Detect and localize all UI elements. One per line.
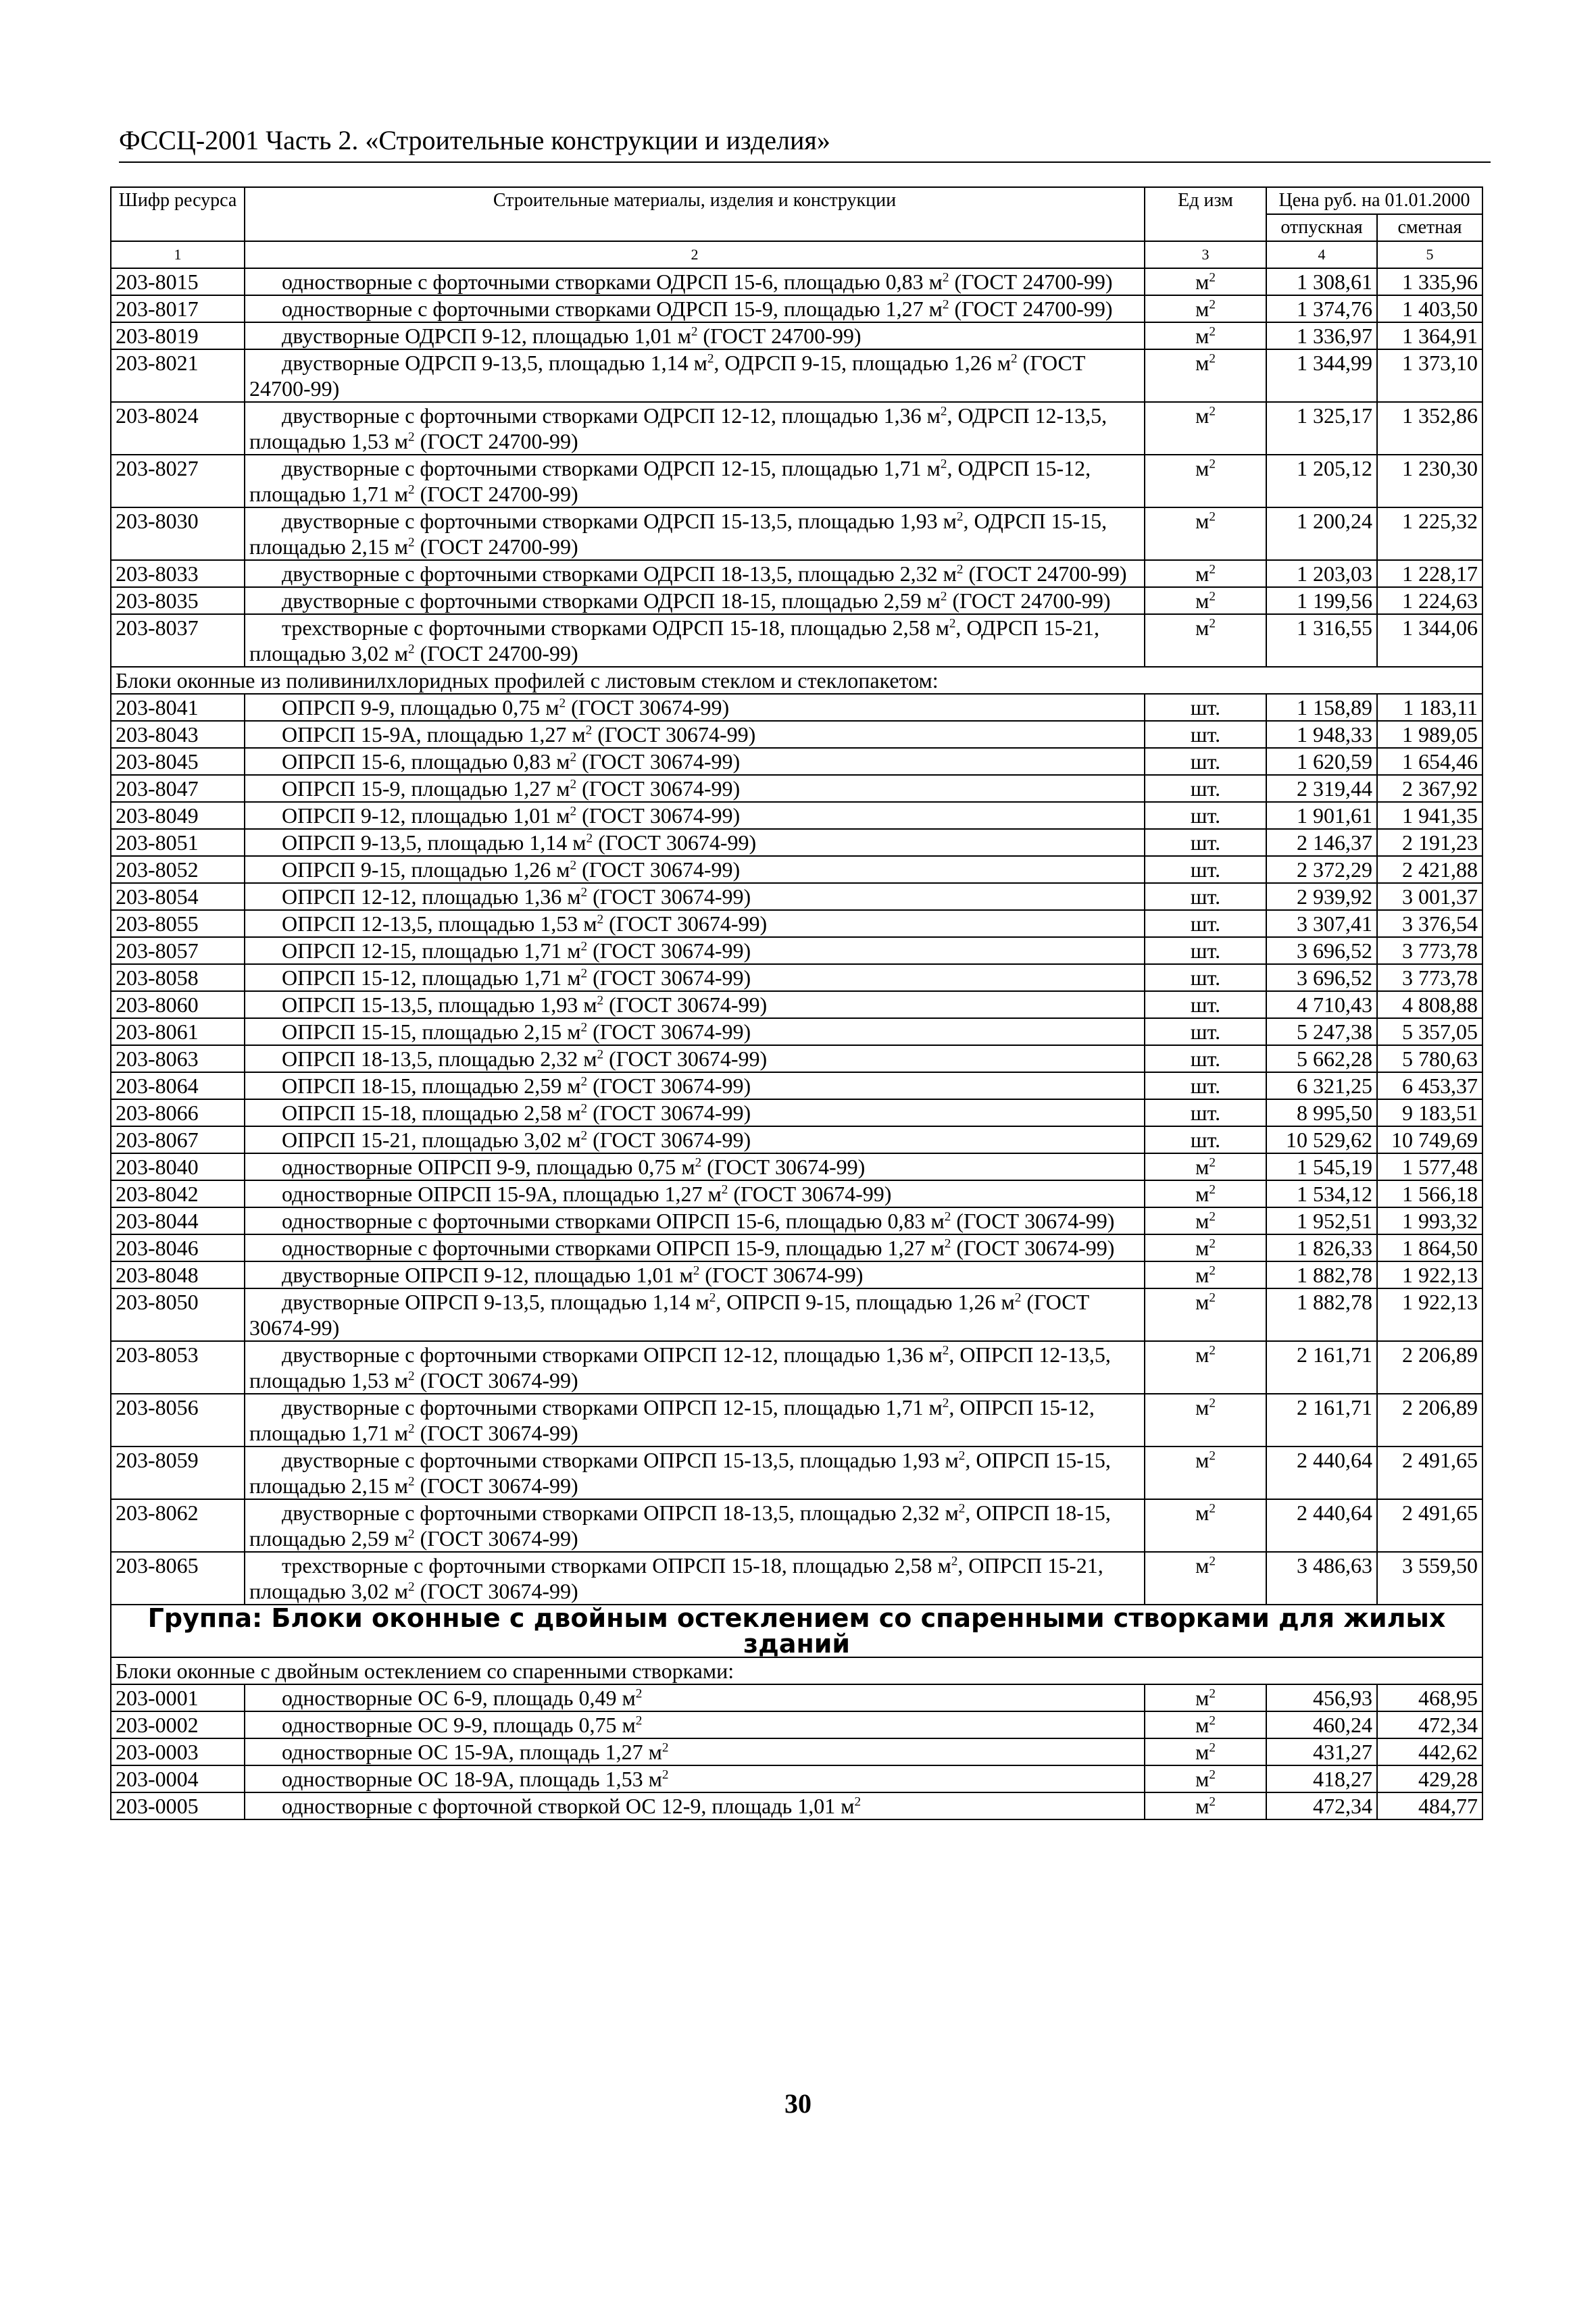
row-description: ОПРСП 12-13,5, площадью 1,53 $м^2$ (ГОСТ 30674-99) xyxy=(245,910,1145,937)
table-row xyxy=(111,1341,1482,1394)
row-unit: шт. xyxy=(1145,721,1266,748)
row-release-price: 460,24 xyxy=(1266,1711,1377,1738)
row-release-price: 1 344,99 xyxy=(1266,349,1377,402)
table-row xyxy=(111,1207,1482,1234)
row-estimate-price: 10 749,69 xyxy=(1377,1126,1482,1153)
row-release-price: 2 319,44 xyxy=(1266,775,1377,802)
row-code: 203-8042 xyxy=(111,1180,245,1207)
row-estimate-price: 1 335,96 xyxy=(1377,268,1482,295)
row-unit: $м^2$ xyxy=(1145,1288,1266,1341)
row-estimate-price: 1 941,35 xyxy=(1377,802,1482,829)
row-estimate-price: 1 577,48 xyxy=(1377,1153,1482,1180)
row-description: одностворные ОС 9-9, площадь 0,75 $м^2$ xyxy=(245,1711,1145,1738)
header-unit: Ед изм xyxy=(1145,187,1266,241)
row-release-price: 2 372,29 xyxy=(1266,856,1377,883)
row-unit: $м^2$ xyxy=(1145,1261,1266,1288)
table-row xyxy=(111,322,1482,349)
row-unit: шт. xyxy=(1145,937,1266,964)
row-unit: $м^2$ xyxy=(1145,1207,1266,1234)
row-unit: $м^2$ xyxy=(1145,560,1266,587)
row-estimate-price: 2 206,89 xyxy=(1377,1394,1482,1447)
table-row xyxy=(111,883,1482,910)
row-release-price: 2 939,92 xyxy=(1266,883,1377,910)
table-row xyxy=(111,560,1482,587)
row-description: одностворные ОС 6-9, площадь 0,49 $м^2$ xyxy=(245,1684,1145,1711)
table-row xyxy=(111,1234,1482,1261)
row-unit: $м^2$ xyxy=(1145,1552,1266,1605)
row-estimate-price: 3 001,37 xyxy=(1377,883,1482,910)
table-row xyxy=(111,1684,1482,1711)
table-row xyxy=(111,856,1482,883)
row-release-price: 1 205,12 xyxy=(1266,455,1377,507)
row-code: 203-8055 xyxy=(111,910,245,937)
colnum-4: 4 xyxy=(1266,241,1377,268)
row-estimate-price: 442,62 xyxy=(1377,1738,1482,1765)
header-materials: Строительные материалы, изделия и конструкции xyxy=(245,187,1145,241)
row-description: ОПРСП 15-12, площадью 1,71 $м^2$ (ГОСТ 30674-99) xyxy=(245,964,1145,991)
row-description: ОПРСП 18-13,5, площадью 2,32 $м^2$ (ГОСТ 30674-99) xyxy=(245,1045,1145,1072)
row-code: 203-8019 xyxy=(111,322,245,349)
colnum-1: 1 xyxy=(111,241,245,268)
colnum-2: 2 xyxy=(245,241,1145,268)
row-unit: шт. xyxy=(1145,1072,1266,1099)
row-code: 203-8041 xyxy=(111,694,245,721)
row-code: 203-0001 xyxy=(111,1684,245,1711)
row-code: 203-8061 xyxy=(111,1018,245,1045)
row-description: ОПРСП 15-15, площадью 2,15 $м^2$ (ГОСТ 30674-99) xyxy=(245,1018,1145,1045)
row-unit: $м^2$ xyxy=(1145,1738,1266,1765)
row-description: ОПРСП 9-15, площадью 1,26 $м^2$ (ГОСТ 30674-99) xyxy=(245,856,1145,883)
row-description: ОПРСП 9-13,5, площадью 1,14 $м^2$ (ГОСТ 30674-99) xyxy=(245,829,1145,856)
row-unit: $м^2$ xyxy=(1145,1499,1266,1552)
table-row xyxy=(111,775,1482,802)
row-description: двустворные с форточными створками ОДРСП 18-15, площадью 2,59 $м^2$ (ГОСТ 24700-99) xyxy=(245,587,1145,614)
section-subheading: Блоки оконные с двойным остеклением со спаренными створками: xyxy=(111,1657,1482,1684)
row-description: двустворные ОДРСП 9-12, площадью 1,01 $м^2$ (ГОСТ 24700-99) xyxy=(245,322,1145,349)
row-estimate-price: 3 559,50 xyxy=(1377,1552,1482,1605)
table-row xyxy=(111,1499,1482,1552)
row-code: 203-8048 xyxy=(111,1261,245,1288)
row-unit: шт. xyxy=(1145,1126,1266,1153)
row-release-price: 1 948,33 xyxy=(1266,721,1377,748)
table-row xyxy=(111,937,1482,964)
row-description: двустворные с форточными створками ОПРСП 12-12, площадью 1,36 $м^2$, ОПРСП 12-13,5, площадью 1,53 $м^2$ (ГОСТ 30674-99) xyxy=(245,1341,1145,1394)
row-unit: $м^2$ xyxy=(1145,1765,1266,1792)
row-unit: $м^2$ xyxy=(1145,268,1266,295)
row-code: 203-8051 xyxy=(111,829,245,856)
row-description: двустворные с форточными створками ОДРСП 18-13,5, площадью 2,32 $м^2$ (ГОСТ 24700-99) xyxy=(245,560,1145,587)
row-estimate-price: 2 421,88 xyxy=(1377,856,1482,883)
row-unit: $м^2$ xyxy=(1145,1711,1266,1738)
row-description: трехстворные с форточными створками ОДРСП 15-18, площадью 2,58 $м^2$, ОДРСП 15-21, площадью 3,02 $м^2$ (ГОСТ 24700-99) xyxy=(245,614,1145,667)
row-release-price: 1 325,17 xyxy=(1266,402,1377,455)
table-row xyxy=(111,1792,1482,1819)
row-description: трехстворные с форточными створками ОПРСП 15-18, площадью 2,58 $м^2$, ОПРСП 15-21, площадью 3,02 $м^2$ (ГОСТ 30674-99) xyxy=(245,1552,1145,1605)
row-code: 203-0003 xyxy=(111,1738,245,1765)
row-release-price: 431,27 xyxy=(1266,1738,1377,1765)
table-row xyxy=(111,1099,1482,1126)
row-release-price: 6 321,25 xyxy=(1266,1072,1377,1099)
row-release-price: 3 696,52 xyxy=(1266,937,1377,964)
section-subheading-row xyxy=(111,1657,1482,1684)
header-release: отпускная xyxy=(1266,214,1377,241)
row-estimate-price: 2 491,65 xyxy=(1377,1447,1482,1499)
row-release-price: 1 203,03 xyxy=(1266,560,1377,587)
row-unit: шт. xyxy=(1145,694,1266,721)
row-code: 203-8027 xyxy=(111,455,245,507)
row-release-price: 2 440,64 xyxy=(1266,1447,1377,1499)
table-row xyxy=(111,1711,1482,1738)
row-description: ОПРСП 15-6, площадью 0,83 $м^2$ (ГОСТ 30674-99) xyxy=(245,748,1145,775)
row-code: 203-8067 xyxy=(111,1126,245,1153)
row-code: 203-8057 xyxy=(111,937,245,964)
row-code: 203-8030 xyxy=(111,507,245,560)
row-unit: шт. xyxy=(1145,883,1266,910)
table-row xyxy=(111,1045,1482,1072)
row-estimate-price: 1 373,10 xyxy=(1377,349,1482,402)
row-code: 203-8017 xyxy=(111,295,245,322)
group-heading-row xyxy=(111,1605,1482,1657)
row-description: ОПРСП 18-15, площадью 2,59 $м^2$ (ГОСТ 30674-99) xyxy=(245,1072,1145,1099)
row-release-price: 2 440,64 xyxy=(1266,1499,1377,1552)
row-unit: шт. xyxy=(1145,802,1266,829)
table-row xyxy=(111,1153,1482,1180)
row-unit: шт. xyxy=(1145,910,1266,937)
table-header-row xyxy=(111,187,1482,214)
row-code: 203-8037 xyxy=(111,614,245,667)
row-unit: $м^2$ xyxy=(1145,614,1266,667)
row-code: 203-8066 xyxy=(111,1099,245,1126)
row-release-price: 418,27 xyxy=(1266,1765,1377,1792)
row-code: 203-8047 xyxy=(111,775,245,802)
row-release-price: 1 826,33 xyxy=(1266,1234,1377,1261)
row-estimate-price: 1 344,06 xyxy=(1377,614,1482,667)
row-unit: $м^2$ xyxy=(1145,1180,1266,1207)
row-release-price: 1 620,59 xyxy=(1266,748,1377,775)
row-estimate-price: 2 491,65 xyxy=(1377,1499,1482,1552)
row-unit: шт. xyxy=(1145,1045,1266,1072)
row-description: ОПРСП 15-18, площадью 2,58 $м^2$ (ГОСТ 30674-99) xyxy=(245,1099,1145,1126)
row-estimate-price: 5 780,63 xyxy=(1377,1045,1482,1072)
row-description: одностворные с форточной створкой ОС 12-9, площадь 1,01 $м^2$ xyxy=(245,1792,1145,1819)
table-row xyxy=(111,1552,1482,1605)
row-code: 203-8043 xyxy=(111,721,245,748)
row-unit: шт. xyxy=(1145,1099,1266,1126)
row-description: одностворные с форточными створками ОДРСП 15-9, площадью 1,27 $м^2$ (ГОСТ 24700-99) xyxy=(245,295,1145,322)
row-estimate-price: 5 357,05 xyxy=(1377,1018,1482,1045)
row-code: 203-8052 xyxy=(111,856,245,883)
row-estimate-price: 1 922,13 xyxy=(1377,1288,1482,1341)
row-release-price: 1 199,56 xyxy=(1266,587,1377,614)
row-estimate-price: 6 453,37 xyxy=(1377,1072,1482,1099)
table-row xyxy=(111,349,1482,402)
table-row xyxy=(111,964,1482,991)
row-description: одностворные ОПРСП 15-9А, площадью 1,27 $м^2$ (ГОСТ 30674-99) xyxy=(245,1180,1145,1207)
row-estimate-price: 484,77 xyxy=(1377,1792,1482,1819)
row-description: двустворные ОПРСП 9-13,5, площадью 1,14 $м^2$, ОПРСП 9-15, площадью 1,26 $м^2$ (ГОСТ 30674-99) xyxy=(245,1288,1145,1341)
row-code: 203-8064 xyxy=(111,1072,245,1099)
row-estimate-price: 2 206,89 xyxy=(1377,1341,1482,1394)
row-release-price: 2 161,71 xyxy=(1266,1341,1377,1394)
group-heading: Группа: Блоки оконные с двойным остеклением со спаренными створками для жилых зданий xyxy=(111,1605,1482,1657)
row-code: 203-8035 xyxy=(111,587,245,614)
row-description: одностворные с форточными створками ОПРСП 15-6, площадью 0,83 $м^2$ (ГОСТ 30674-99) xyxy=(245,1207,1145,1234)
row-description: одностворные ОС 18-9А, площадь 1,53 $м^2$ xyxy=(245,1765,1145,1792)
row-code: 203-8054 xyxy=(111,883,245,910)
row-unit: шт. xyxy=(1145,748,1266,775)
table-row xyxy=(111,507,1482,560)
row-unit: $м^2$ xyxy=(1145,1792,1266,1819)
row-code: 203-8046 xyxy=(111,1234,245,1261)
row-estimate-price: 472,34 xyxy=(1377,1711,1482,1738)
row-release-price: 1 308,61 xyxy=(1266,268,1377,295)
row-code: 203-8021 xyxy=(111,349,245,402)
row-code: 203-8040 xyxy=(111,1153,245,1180)
row-release-price: 4 710,43 xyxy=(1266,991,1377,1018)
row-estimate-price: 2 191,23 xyxy=(1377,829,1482,856)
header-code: Шифр ресурса xyxy=(111,187,245,241)
table-row xyxy=(111,455,1482,507)
table-row xyxy=(111,910,1482,937)
row-code: 203-8050 xyxy=(111,1288,245,1341)
header-price: Цена руб. на 01.01.2000 xyxy=(1266,187,1482,214)
row-unit: $м^2$ xyxy=(1145,402,1266,455)
table-row xyxy=(111,1180,1482,1207)
page-header: ФССЦ-2001 Часть 2. «Строительные конструкции и изделия» xyxy=(119,124,1491,163)
table-row xyxy=(111,1394,1482,1447)
row-unit: шт. xyxy=(1145,856,1266,883)
row-unit: $м^2$ xyxy=(1145,295,1266,322)
row-estimate-price: 4 808,88 xyxy=(1377,991,1482,1018)
table-row xyxy=(111,802,1482,829)
row-unit: $м^2$ xyxy=(1145,322,1266,349)
row-code: 203-8044 xyxy=(111,1207,245,1234)
price-table xyxy=(110,186,1483,1820)
row-release-price: 456,93 xyxy=(1266,1684,1377,1711)
row-description: одностворные ОПРСП 9-9, площадью 0,75 $м^2$ (ГОСТ 30674-99) xyxy=(245,1153,1145,1180)
row-unit: шт. xyxy=(1145,829,1266,856)
row-description: двустворные ОПРСП 9-12, площадью 1,01 $м^2$ (ГОСТ 30674-99) xyxy=(245,1261,1145,1288)
row-estimate-price: 1 183,11 xyxy=(1377,694,1482,721)
row-release-price: 1 374,76 xyxy=(1266,295,1377,322)
row-unit: шт. xyxy=(1145,991,1266,1018)
row-estimate-price: 1 352,86 xyxy=(1377,402,1482,455)
table-row xyxy=(111,1765,1482,1792)
row-estimate-price: 2 367,92 xyxy=(1377,775,1482,802)
table-row xyxy=(111,614,1482,667)
row-release-price: 1 316,55 xyxy=(1266,614,1377,667)
row-code: 203-8015 xyxy=(111,268,245,295)
header-estimate: сметная xyxy=(1377,214,1482,241)
row-estimate-price: 1 224,63 xyxy=(1377,587,1482,614)
table-row xyxy=(111,295,1482,322)
row-code: 203-0004 xyxy=(111,1765,245,1792)
table-row xyxy=(111,1447,1482,1499)
row-description: двустворные с форточными створками ОПРСП 12-15, площадью 1,71 $м^2$, ОПРСП 15-12, площадью 1,71 $м^2$ (ГОСТ 30674-99) xyxy=(245,1394,1145,1447)
row-unit: $м^2$ xyxy=(1145,1447,1266,1499)
row-release-price: 10 529,62 xyxy=(1266,1126,1377,1153)
row-code: 203-8053 xyxy=(111,1341,245,1394)
row-description: двустворные с форточными створками ОДРСП 15-13,5, площадью 1,93 $м^2$, ОДРСП 15-15, площадью 2,15 $м^2$ (ГОСТ 24700-99) xyxy=(245,507,1145,560)
row-estimate-price: 1 566,18 xyxy=(1377,1180,1482,1207)
row-code: 203-8059 xyxy=(111,1447,245,1499)
colnum-3: 3 xyxy=(1145,241,1266,268)
row-release-price: 8 995,50 xyxy=(1266,1099,1377,1126)
row-code: 203-0005 xyxy=(111,1792,245,1819)
table-row xyxy=(111,991,1482,1018)
table-row xyxy=(111,1018,1482,1045)
row-code: 203-8060 xyxy=(111,991,245,1018)
row-unit: шт. xyxy=(1145,1018,1266,1045)
table-row xyxy=(111,721,1482,748)
row-code: 203-8056 xyxy=(111,1394,245,1447)
row-release-price: 1 158,89 xyxy=(1266,694,1377,721)
row-code: 203-8058 xyxy=(111,964,245,991)
row-description: ОПРСП 12-15, площадью 1,71 $м^2$ (ГОСТ 30674-99) xyxy=(245,937,1145,964)
row-unit: шт. xyxy=(1145,964,1266,991)
row-estimate-price: 1 403,50 xyxy=(1377,295,1482,322)
row-code: 203-8062 xyxy=(111,1499,245,1552)
row-estimate-price: 1 864,50 xyxy=(1377,1234,1482,1261)
row-release-price: 3 307,41 xyxy=(1266,910,1377,937)
table-row xyxy=(111,1261,1482,1288)
table-row xyxy=(111,694,1482,721)
row-release-price: 1 952,51 xyxy=(1266,1207,1377,1234)
row-code: 203-8033 xyxy=(111,560,245,587)
row-description: ОПРСП 15-9, площадью 1,27 $м^2$ (ГОСТ 30674-99) xyxy=(245,775,1145,802)
page-number: 30 xyxy=(784,2088,812,2119)
row-unit: $м^2$ xyxy=(1145,349,1266,402)
row-description: ОПРСП 9-9, площадью 0,75 $м^2$ (ГОСТ 30674-99) xyxy=(245,694,1145,721)
row-description: ОПРСП 15-21, площадью 3,02 $м^2$ (ГОСТ 30674-99) xyxy=(245,1126,1145,1153)
row-estimate-price: 429,28 xyxy=(1377,1765,1482,1792)
row-unit: $м^2$ xyxy=(1145,1341,1266,1394)
row-description: двустворные с форточными створками ОДРСП 12-15, площадью 1,71 $м^2$, ОДРСП 15-12, площадью 1,71 $м^2$ (ГОСТ 24700-99) xyxy=(245,455,1145,507)
row-unit: $м^2$ xyxy=(1145,1153,1266,1180)
table-row xyxy=(111,587,1482,614)
table-row xyxy=(111,402,1482,455)
row-release-price: 5 662,28 xyxy=(1266,1045,1377,1072)
row-estimate-price: 1 993,32 xyxy=(1377,1207,1482,1234)
row-unit: $м^2$ xyxy=(1145,455,1266,507)
row-estimate-price: 3 376,54 xyxy=(1377,910,1482,937)
row-unit: $м^2$ xyxy=(1145,1234,1266,1261)
row-estimate-price: 1 228,17 xyxy=(1377,560,1482,587)
row-description: двустворные с форточными створками ОПРСП 18-13,5, площадью 2,32 $м^2$, ОПРСП 18-15, площадью 2,59 $м^2$ (ГОСТ 30674-99) xyxy=(245,1499,1145,1552)
row-code: 203-8049 xyxy=(111,802,245,829)
row-estimate-price: 9 183,51 xyxy=(1377,1099,1482,1126)
row-estimate-price: 468,95 xyxy=(1377,1684,1482,1711)
row-estimate-price: 1 230,30 xyxy=(1377,455,1482,507)
row-estimate-price: 1 989,05 xyxy=(1377,721,1482,748)
row-estimate-price: 3 773,78 xyxy=(1377,964,1482,991)
row-description: ОПРСП 9-12, площадью 1,01 $м^2$ (ГОСТ 30674-99) xyxy=(245,802,1145,829)
row-description: двустворные ОДРСП 9-13,5, площадью 1,14 $м^2$, ОДРСП 9-15, площадью 1,26 $м^2$ (ГОСТ 24700-99) xyxy=(245,349,1145,402)
row-unit: $м^2$ xyxy=(1145,1394,1266,1447)
row-unit: $м^2$ xyxy=(1145,507,1266,560)
row-release-price: 1 901,61 xyxy=(1266,802,1377,829)
row-estimate-price: 3 773,78 xyxy=(1377,937,1482,964)
row-unit: $м^2$ xyxy=(1145,1684,1266,1711)
row-release-price: 1 882,78 xyxy=(1266,1261,1377,1288)
row-unit: $м^2$ xyxy=(1145,587,1266,614)
section-subheading-row xyxy=(111,667,1482,694)
row-description: одностворные ОС 15-9А, площадь 1,27 $м^2$ xyxy=(245,1738,1145,1765)
table-row xyxy=(111,1126,1482,1153)
row-release-price: 2 146,37 xyxy=(1266,829,1377,856)
table-row xyxy=(111,1288,1482,1341)
row-estimate-price: 1 654,46 xyxy=(1377,748,1482,775)
row-release-price: 1 534,12 xyxy=(1266,1180,1377,1207)
row-description: одностворные с форточными створками ОПРСП 15-9, площадью 1,27 $м^2$ (ГОСТ 30674-99) xyxy=(245,1234,1145,1261)
section-subheading: Блоки оконные из поливинилхлоридных профилей с листовым стеклом и стеклопакетом: xyxy=(111,667,1482,694)
colnum-5: 5 xyxy=(1377,241,1482,268)
row-description: ОПРСП 15-13,5, площадью 1,93 $м^2$ (ГОСТ 30674-99) xyxy=(245,991,1145,1018)
row-release-price: 1 336,97 xyxy=(1266,322,1377,349)
row-description: одностворные с форточными створками ОДРСП 15-6, площадью 0,83 $м^2$ (ГОСТ 24700-99) xyxy=(245,268,1145,295)
row-description: ОПРСП 12-12, площадью 1,36 $м^2$ (ГОСТ 30674-99) xyxy=(245,883,1145,910)
column-number-row xyxy=(111,241,1482,268)
row-release-price: 3 486,63 xyxy=(1266,1552,1377,1605)
row-code: 203-0002 xyxy=(111,1711,245,1738)
row-description: двустворные с форточными створками ОДРСП 12-12, площадью 1,36 $м^2$, ОДРСП 12-13,5, площадью 1,53 $м^2$ (ГОСТ 24700-99) xyxy=(245,402,1145,455)
row-code: 203-8045 xyxy=(111,748,245,775)
row-release-price: 1 200,24 xyxy=(1266,507,1377,560)
row-release-price: 5 247,38 xyxy=(1266,1018,1377,1045)
row-description: двустворные с форточными створками ОПРСП 15-13,5, площадью 1,93 $м^2$, ОПРСП 15-15, площадью 2,15 $м^2$ (ГОСТ 30674-99) xyxy=(245,1447,1145,1499)
table-row xyxy=(111,1072,1482,1099)
row-release-price: 472,34 xyxy=(1266,1792,1377,1819)
row-code: 203-8065 xyxy=(111,1552,245,1605)
row-release-price: 3 696,52 xyxy=(1266,964,1377,991)
row-code: 203-8063 xyxy=(111,1045,245,1072)
table-row xyxy=(111,829,1482,856)
table-row xyxy=(111,1738,1482,1765)
row-description: ОПРСП 15-9А, площадью 1,27 $м^2$ (ГОСТ 30674-99) xyxy=(245,721,1145,748)
table-row xyxy=(111,268,1482,295)
row-release-price: 2 161,71 xyxy=(1266,1394,1377,1447)
row-estimate-price: 1 225,32 xyxy=(1377,507,1482,560)
row-code: 203-8024 xyxy=(111,402,245,455)
row-estimate-price: 1 922,13 xyxy=(1377,1261,1482,1288)
table-row xyxy=(111,748,1482,775)
row-release-price: 1 882,78 xyxy=(1266,1288,1377,1341)
row-estimate-price: 1 364,91 xyxy=(1377,322,1482,349)
row-unit: шт. xyxy=(1145,775,1266,802)
row-release-price: 1 545,19 xyxy=(1266,1153,1377,1180)
